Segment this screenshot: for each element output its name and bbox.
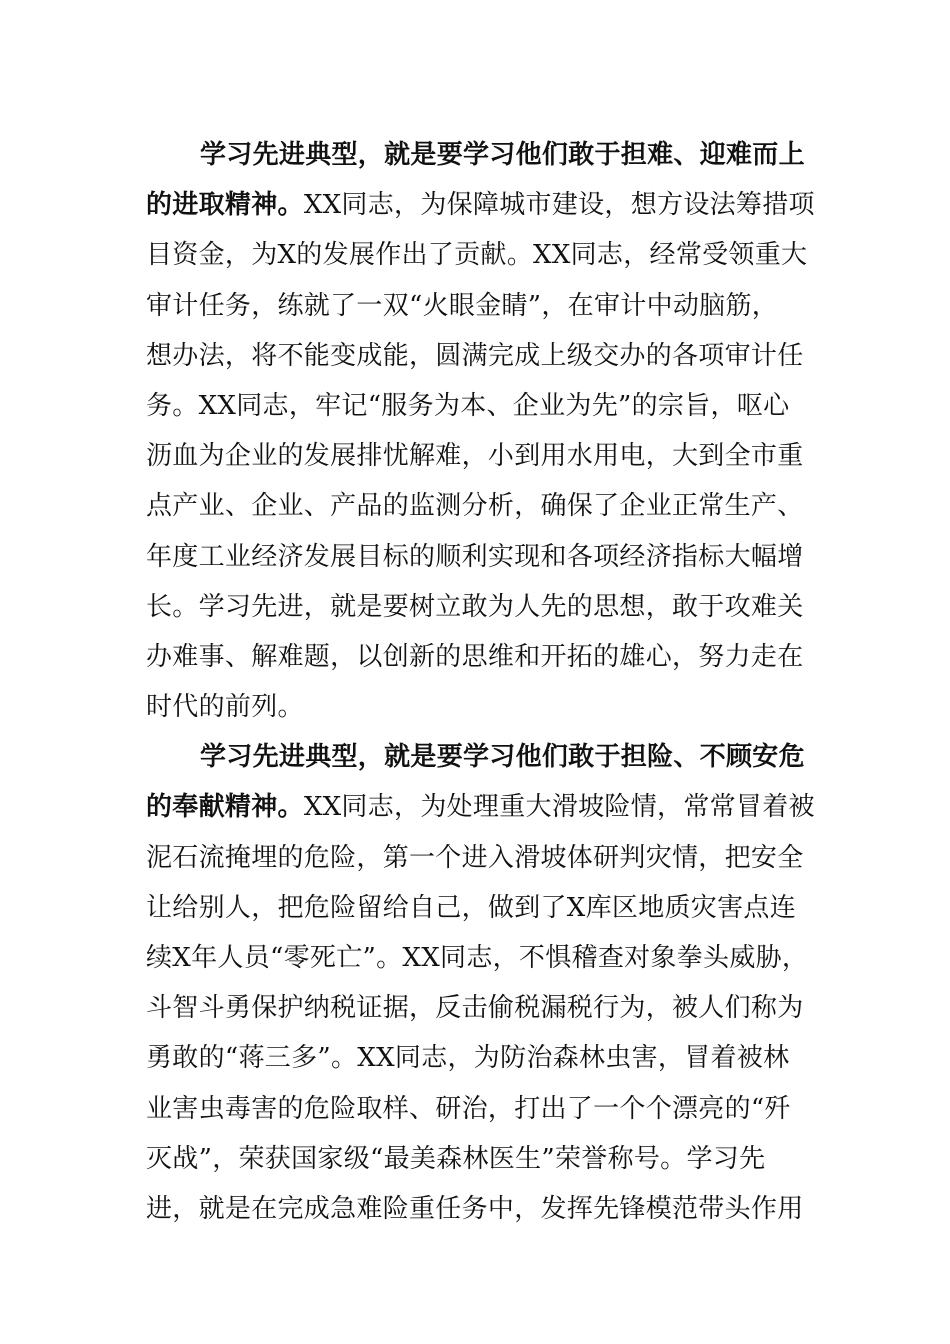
paragraph-line [146,983,826,1033]
paragraph-line [146,481,826,531]
paragraph-line [146,180,826,230]
paragraph-line [146,1134,826,1184]
paragraph-line [146,230,826,280]
document-body [146,130,826,1234]
paragraph-line [146,732,826,782]
body-text: 想办法，将不能变成能，圆满完成上级交办的各项审计任 [146,340,804,371]
body-text: 时代的前列。 [146,692,304,723]
paragraph-line [146,933,826,983]
body-text: 务。XX同志，牢记“服务为本、企业为先”的宗旨，呕心 [146,390,790,421]
emphasis-text: 学习先进典型，就是要学习他们敢于担险、不顾安危 [200,742,805,773]
emphasis-text: 的进取精神。 [146,190,304,221]
paragraph-line [146,1033,826,1083]
paragraph-line [146,682,826,732]
paragraph-line [146,582,826,632]
body-text: 目资金，为X的发展作出了贡献。XX同志，经常受领重大 [146,240,808,271]
body-text: 点产业、企业、产品的监测分析，确保了企业正常生产、 [146,491,804,522]
body-text: XX同志，为处理重大滑坡险情，常常冒着被 [303,792,815,823]
paragraph-line [146,532,826,582]
paragraph-line [146,431,826,481]
paragraph-line [146,1184,826,1234]
body-text: 长。学习先进，就是要树立敢为人先的思想，敢于攻难关 [146,591,804,622]
body-text: 审计任务，练就了一双“火眼金睛”，在审计中动脑筋， [146,290,779,321]
paragraph-2 [146,732,826,1234]
body-text: 续X年人员“零死亡”。XX同志，不惧稽查对象拳头威胁， [146,943,809,973]
body-text: 勇敢的“蒋三多”。XX同志，为防治森林虫害，冒着被林 [146,1043,790,1074]
body-text: 进，就是在完成急难险重任务中，发挥先锋模范带头作用 [146,1193,804,1224]
paragraph-line [146,281,826,331]
body-text: 让给别人，把危险留给自己，做到了X库区地质灾害点连 [146,892,797,923]
body-text: 业害虫毒害的危险取样、研治，打出了一个个漂亮的“歼 [146,1093,791,1124]
body-text: XX同志，为保障城市建设，想方设法筹措项 [303,190,815,221]
emphasis-text: 学习先进典型，就是要学习他们敢于担难、迎难而上 [200,140,805,170]
paragraph-line [146,130,826,180]
paragraph-line [146,381,826,431]
body-text: 灭战”，荣获国家级“最美森林医生”荣誉称号。学习先 [146,1143,766,1174]
paragraph-line [146,632,826,682]
emphasis-text: 的奉献精神。 [146,792,304,823]
body-text: 斗智斗勇保护纳税证据，反击偷税漏税行为，被人们称为 [146,993,804,1024]
body-text: 沥血为企业的发展排忧解难，小到用水用电，大到全市重 [146,441,804,472]
paragraph-line [146,331,826,381]
paragraph-1 [146,130,826,732]
paragraph-line [146,1084,826,1134]
paragraph-line [146,782,826,832]
body-text: 办难事、解难题，以创新的思维和开拓的雄心，努力走在 [146,641,804,672]
paragraph-line [146,833,826,883]
body-text: 年度工业经济发展目标的顺利实现和各项经济指标大幅增 [146,541,804,572]
body-text: 泥石流掩埋的危险，第一个进入滑坡体研判灾情，把安全 [146,842,804,873]
paragraph-line [146,883,826,933]
